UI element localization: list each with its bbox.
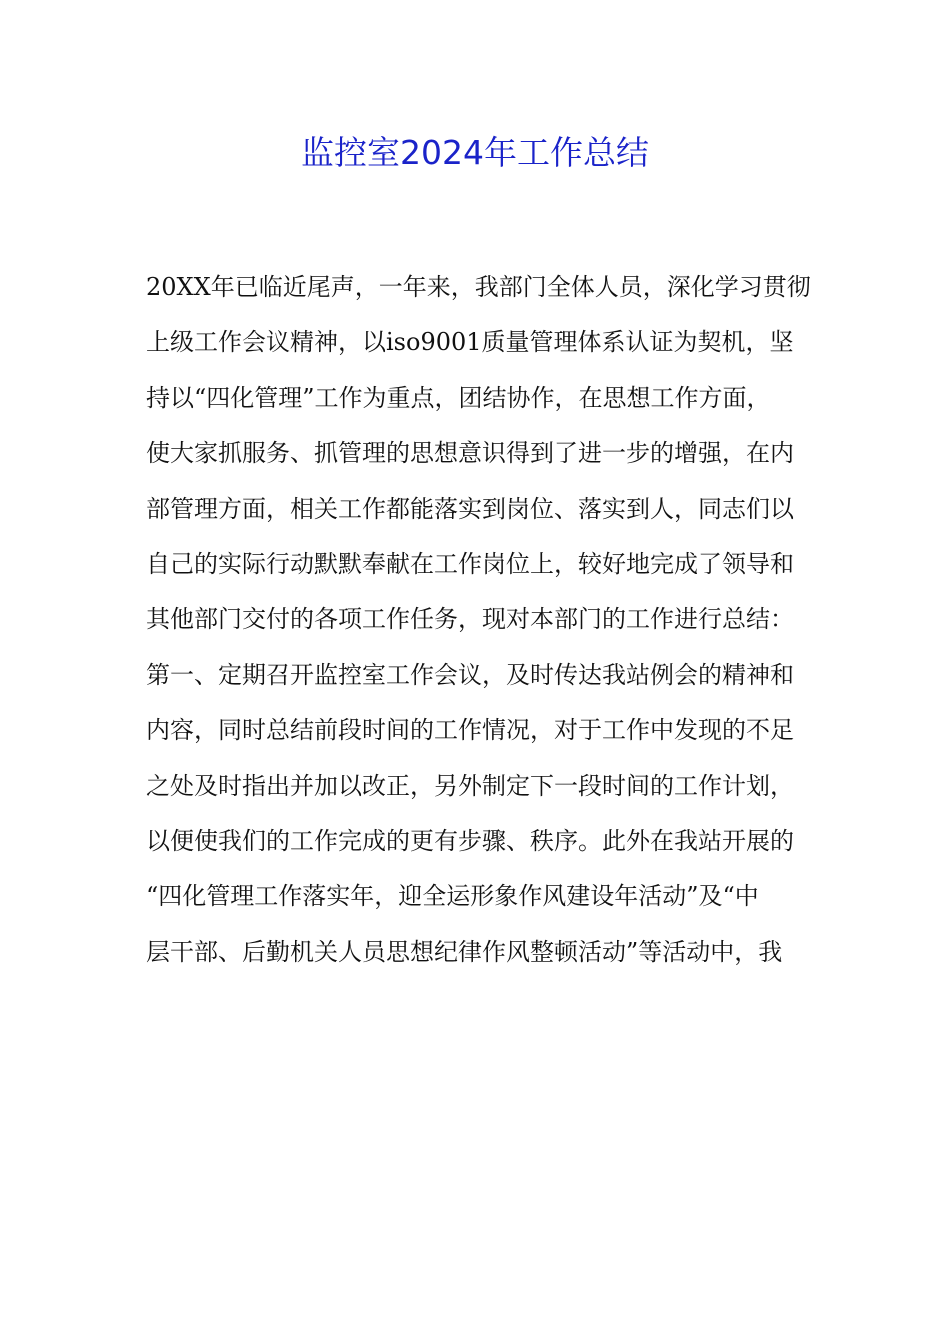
text-line: 之处及时指出并加以改正，另外制定下一段时间的工作计划， — [146, 771, 794, 800]
text-line: 其他部门交付的各项工作任务，现对本部门的工作进行总结： — [146, 605, 794, 634]
text-line: 20XX年已临近尾声，一年来，我部门全体人员，深化学习贯彻 — [146, 273, 811, 301]
text-line: 持以“四化管理”工作为重点，团结协作，在思想工作方面， — [146, 383, 771, 412]
text-line: 以便使我们的工作完成的更有步骤、秩序。此外在我站开展的 — [146, 826, 794, 855]
text-line: 上级工作会议精神，以iso9001质量管理体系认证为契机，坚 — [146, 328, 794, 357]
text-line: 层干部、后勤机关人员思想纪律作风整顿活动”等活动中，我 — [146, 937, 783, 966]
text-line: 第一、定期召开监控室工作会议，及时传达我站例会的精神和 — [146, 660, 794, 689]
body-text — [146, 260, 816, 980]
text-line: 使大家抓服务、抓管理的思想意识得到了进一步的增强，在内 — [146, 439, 794, 468]
text-line: 部管理方面，相关工作都能落实到岗位、落实到人，同志们以 — [146, 494, 794, 523]
text-line: 自己的实际行动默默奉献在工作岗位上，较好地完成了领导和 — [146, 549, 794, 578]
text-line: “四化管理工作落实年，迎全运形象作风建设年活动”及“中 — [146, 882, 759, 911]
text-line: 内容，同时总结前段时间的工作情况，对于工作中发现的不足 — [146, 716, 794, 745]
page-title: 监控室2024年工作总结 — [301, 133, 649, 172]
